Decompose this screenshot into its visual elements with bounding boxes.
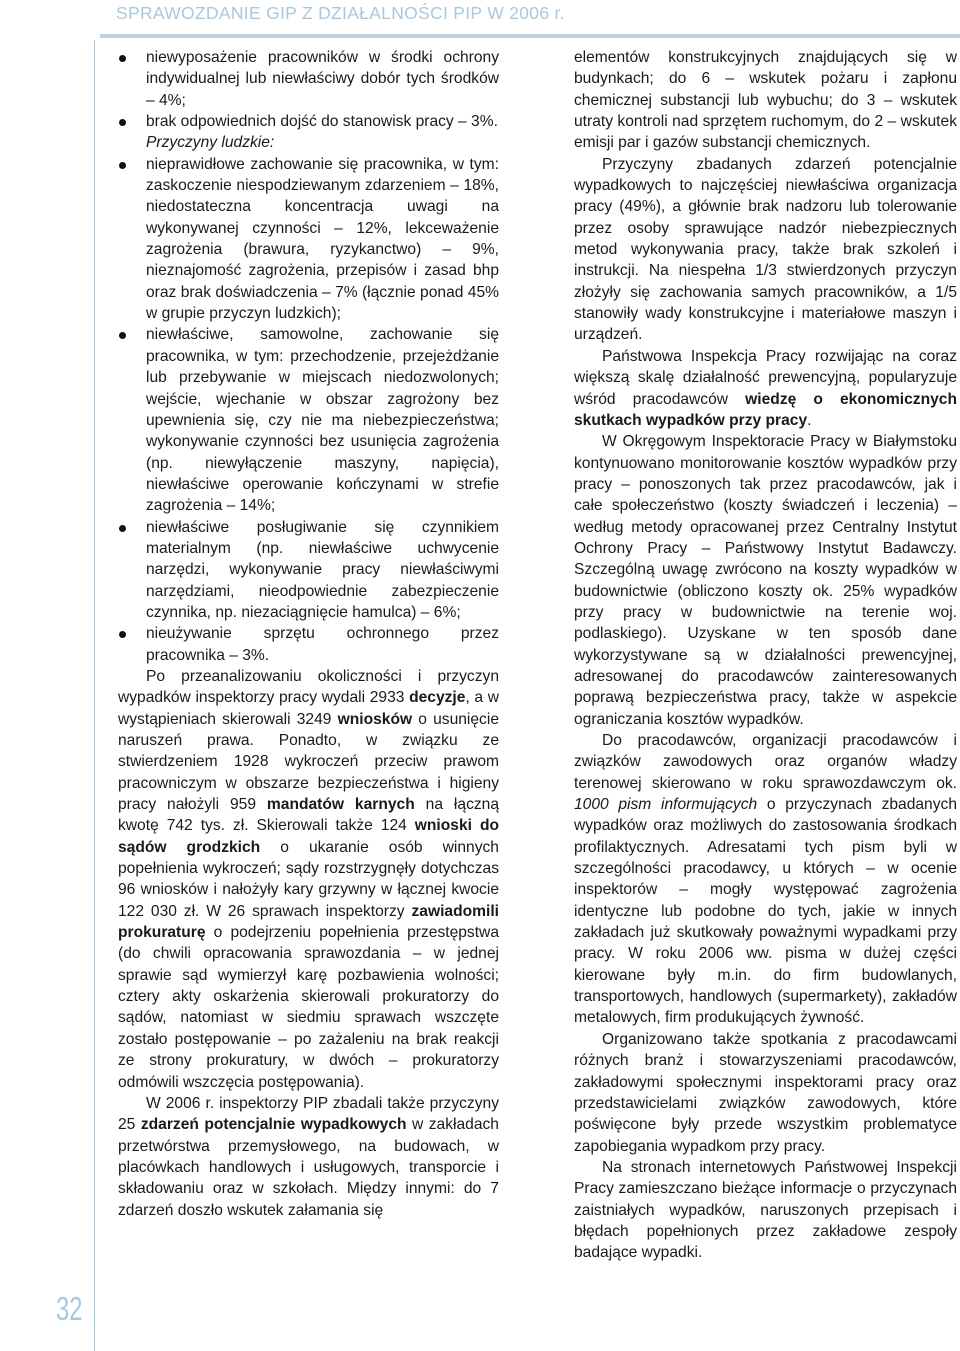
body-paragraph: Państwowa Inspekcja Pracy rozwijając na coraz większą skalę działalność prewencyjną, popularyzuje wśród pracodawców wiedzę o ekonomicznych skutkach wypadków przy pracy.	[574, 347, 957, 429]
body-paragraph: Do pracodawców, organizacji pracodawców i związków zawodowych oraz organów władzy terenowej skierowano w roku sprawozdawczym ok. 1000 pism informujących o przyczynach zbadanych wypadków oraz możliwych do zastosowania środkach profilaktycznych. Adresatami tych pism byli w szczególności pracodawcy, u których – w ocenie inspektorów – mogły występować zagrożenia identyczne lub podobne do tych, jakie w innych zakładach już skutkowały poważnymi wypadkami przy pracy. W roku 2006 ww. pisma w dużej części kierowane były m.in. do firm budowlanych, transportowych, handlowych (supermarkety), zakładów metalowych, firm produkujących żywność.	[574, 732, 957, 1027]
body-paragraph: W Okręgowym Inspektoracie Pracy w Białymstoku kontynuowano monitorowanie kosztów wypadków przy pracy – ponoszonych tak przez pracodawców, jak i całe społeczeństwo (koszty świadczeń i leczenia) – według metody opracowanej przez Centralny Instytut Ochrony Pracy – Państwowy Instytut Badawczy. Szczególną uwagę zwrócono na koszty wypadków w budownictwie (obliczono koszty ok. 25% wypadków przy pracy w budownictwie na terenie woj. podlaskiego). Uzyskane w ten sposób dane wykorzystywane są w działalności prewencyjnej, adresowanej do pracodawców zainteresowanych poprawą bezpieczeństwa pracy, także w aspekcie ograniczania kosztów wypadków.	[574, 433, 957, 728]
list-item: nieprawidłowe zachowanie się pracownika, w tym: zaskoczenie niespodziewanym zdarzeniem – 18%, niedostateczna koncentracja uwagi na wykonywanej czynności – 12%, lekceważenie zagrożenia (brawura, ryzykanctwo) – 9%, nieznajomość zagrożenia, przepisów i zasad bhp oraz brak doświadczenia – 7% (łącznie ponad 45% w grupie przyczyn ludzkich);	[118, 154, 499, 325]
bullet-list-human-causes	[118, 154, 499, 666]
right-column	[574, 47, 957, 1264]
margin-divider	[94, 40, 95, 1351]
body-paragraph: Na stronach internetowych Państwowej Inspekcji Pracy zamieszczano bieżące informacje o przyczynach zaistniałych wypadków, naruszonych przepisach i błędach popełnionych przez zakładowe zespoły badające wypadki.	[574, 1158, 957, 1262]
bullet-list-technical	[118, 47, 499, 132]
body-paragraph: Organizowano także spotkania z pracodawcami różnych branż i stowarzyszeniami pracodawców, zakładowymi społecznymi inspektorami pracy oraz przedstawicielami związków zawodowych, które poświęcone były przede wszystkim problematyce zapobiegania wypadkom przy pracy.	[574, 1030, 957, 1155]
page-number: 32	[56, 1290, 83, 1327]
body-paragraph: elementów konstrukcyjnych znajdujących się w budynkach; do 6 – wskutek pożaru i zapłonu chemicznej substancji lub wybuchu; do 3 – wskutek utraty kontroli nad sprzętem ruchomym, do 2 – wskutek emisji par i gazów substancji chemicznych.	[574, 49, 957, 152]
header-divider	[100, 34, 960, 38]
page-header-title: SPRAWOZDANIE GIP Z DZIAŁALNOŚCI PIP W 2006 r.	[116, 3, 565, 23]
list-item: niewyposażenie pracowników w środki ochrony indywidualnej lub niewłaściwy dobór tych środków – 4%;	[118, 47, 499, 111]
body-paragraph: Po przeanalizowaniu okoliczności i przyczyn wypadków inspektorzy pracy wydali 2933 decyzje, a w wystąpieniach skierowali 3249 wniosków o usunięcie naruszeń prawa. Ponadto, w związku ze stwierdzeniem 1928 wykroczeń przeciw prawom pracowniczym w obszarze bezpieczeństwa i higieny pracy nałożyli 959 mandatów karnych na łączną kwotę 742 tys. zł. Skierowali także 124 wnioski do sądów grodzkich o ukaranie osób winnych popełnienia wykroczeń; sądy rozstrzygnęły dotychczas 96 wniosków i nałożyły kary grzywny w łącznej kwocie 122 030 zł. W 26 sprawach inspektorzy zawiadomili prokuraturę o podejrzeniu popełnienia przestępstwa (do chwili opracowania sprawozdania – w jednej sprawie sąd wymierzył karę pozbawienia wolności; cztery akty oskarżenia skierowali prokuratorzy do sądów, natomiast w siedmiu sprawach wszczęte zostało postępowanie – po zażaleniu na brak reakcji ze strony prokuratury, w dwóch – prokuratorzy odmówili wszczęcia postępowania).	[118, 667, 500, 1091]
list-item: brak odpowiednich dojść do stanowisk pracy – 3%.	[118, 111, 499, 132]
left-column	[118, 47, 499, 1221]
list-item: niewłaściwe posługiwanie się czynnikiem materialnym (np. niewłaściwe uchwycenie narzędzi, wykonywanie pracy niewłaściwymi narzędziami, nieodpowiednie zabezpieczenie czynnika, np. niezaciągnięcie hamulca) – 6%;	[118, 517, 499, 624]
section-subheading: Przyczyny ludzkie:	[146, 134, 275, 152]
list-item: niewłaściwe, samowolne, zachowanie się pracownika, w tym: przechodzenie, przejeżdżanie lub przebywanie w miejscach niedozwolonych; wejście, wjechanie w obszar zagrożony bez upewnienia się, czy nie ma niebezpieczeństwa; wykonywanie czynności bez usunięcia zagrożenia (np. niewyłączenie maszyny, napięcia), niewłaściwe operowanie kończynami w strefie zagrożenia – 14%;	[118, 324, 499, 516]
body-paragraph: W 2006 r. inspektorzy PIP zbadali także przyczyny 25 zdarzeń potencjalnie wypadkowych w zakładach przetwórstwa przemysłowego, na budowach, w placówkach handlowych i usługowych, transporcie i składowaniu oraz w szkołach. Między innymi: do 7 zdarzeń doszło wskutek załamania się	[118, 1094, 499, 1219]
list-item: nieużywanie sprzętu ochronnego przez pracownika – 3%.	[118, 623, 499, 666]
body-paragraph: Przyczyny zbadanych zdarzeń potencjalnie wypadkowych to najczęściej niewłaściwa organizacja pracy (49%), a głównie brak nadzoru lub tolerowanie przez osoby sprawujące nadzór niebezpiecznych metod wykonywania pracy, także brak szkoleń i instrukcji. Na niespełna 1/3 stwierdzonych przyczyn złożyły się zachowania samych pracowników, a 1/5 stanowiły wady konstrukcyjne i materiałowe maszyn i urządzeń.	[574, 155, 957, 344]
